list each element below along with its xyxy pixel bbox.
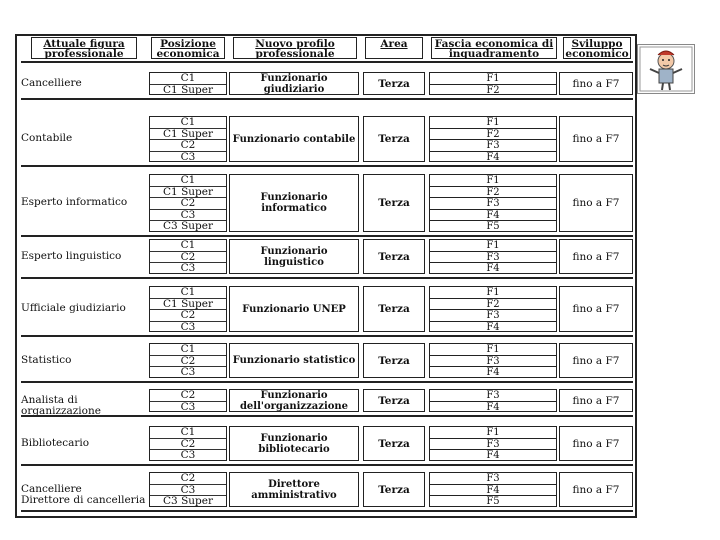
band-level: F2 bbox=[486, 84, 500, 96]
new-profile: Direttore amministrativo bbox=[229, 472, 359, 507]
area-value: Terza bbox=[363, 116, 425, 162]
position-level: C1 bbox=[150, 427, 226, 439]
position-level: C3 bbox=[180, 262, 196, 275]
development-value: fino a F7 bbox=[559, 174, 633, 232]
band-level: F3 bbox=[430, 390, 556, 402]
band-level: F2 bbox=[430, 187, 556, 199]
position-level: C3 bbox=[150, 485, 226, 497]
band-level: F5 bbox=[486, 221, 500, 233]
header-divider bbox=[21, 61, 633, 63]
area-value: Terza bbox=[363, 343, 425, 378]
position-level: C2 bbox=[150, 252, 226, 264]
band-level: F4 bbox=[486, 401, 500, 413]
group-divider bbox=[21, 415, 633, 417]
group-divider bbox=[21, 98, 633, 100]
new-profile: Funzionario bibliotecario bbox=[229, 426, 359, 461]
band-level: F3 bbox=[430, 356, 556, 368]
role-name: Ufficiale giudiziario bbox=[21, 302, 126, 314]
development-value: fino a F7 bbox=[559, 426, 633, 461]
position-level: C1 Super bbox=[150, 299, 226, 311]
position-level: C2 bbox=[150, 140, 226, 152]
position-level: C1 bbox=[150, 73, 226, 85]
group-divider bbox=[21, 235, 633, 237]
new-profile: Funzionario informatico bbox=[229, 174, 359, 232]
band-level: F4 bbox=[486, 450, 500, 462]
position-level: C3 bbox=[180, 449, 196, 462]
development-value: fino a F7 bbox=[559, 72, 633, 95]
position-level: C1 Super bbox=[150, 129, 226, 141]
area-value: Terza bbox=[363, 286, 425, 332]
role-name: Statistico bbox=[21, 353, 72, 366]
band-level: F3 bbox=[430, 198, 556, 210]
role-name: Bibliotecario bbox=[21, 436, 90, 449]
position-levels bbox=[149, 174, 227, 232]
role-name: Cancelliere bbox=[21, 76, 82, 89]
position-level: C1 Super bbox=[150, 187, 226, 199]
band-level: F2 bbox=[430, 129, 556, 141]
band-levels bbox=[429, 174, 557, 232]
position-level: C2 bbox=[150, 439, 226, 451]
role-name: Analista di organizzazione bbox=[21, 393, 101, 417]
position-level: C1 bbox=[150, 344, 226, 356]
group-divider bbox=[21, 464, 633, 466]
group-divider bbox=[21, 165, 633, 167]
new-profile: Funzionario statistico bbox=[229, 343, 359, 378]
group-divider bbox=[21, 335, 633, 337]
header-band: Fascia economica di inquadramento bbox=[431, 37, 557, 59]
band-levels bbox=[429, 426, 557, 461]
band-level: F4 bbox=[486, 321, 500, 333]
position-levels bbox=[149, 426, 227, 461]
role-name: Esperto linguistico bbox=[21, 249, 122, 262]
header-position: Posizione economica bbox=[151, 37, 225, 59]
position-level: C2 bbox=[150, 356, 226, 368]
new-profile: Funzionario dell'organizzazione bbox=[229, 389, 359, 412]
new-profile: Funzionario giudiziario bbox=[229, 72, 359, 95]
position-level: C1 Super bbox=[163, 83, 213, 96]
position-level: C2 bbox=[150, 473, 226, 485]
header-role: Attuale figura professionale bbox=[31, 37, 137, 59]
area-value: Terza bbox=[363, 174, 425, 232]
band-level: F4 bbox=[486, 367, 500, 379]
position-level: C2 bbox=[150, 390, 226, 402]
header-development: Sviluppo economico bbox=[563, 37, 631, 59]
development-value: fino a F7 bbox=[559, 239, 633, 274]
band-level: F1 bbox=[430, 240, 556, 252]
position-level: C3 bbox=[150, 210, 226, 222]
position-levels bbox=[149, 72, 227, 95]
position-level: C3 Super bbox=[163, 220, 213, 233]
development-value: fino a F7 bbox=[559, 472, 633, 507]
position-levels bbox=[149, 239, 227, 274]
new-profile: Funzionario linguistico bbox=[229, 239, 359, 274]
band-level: F1 bbox=[430, 117, 556, 129]
position-level: C1 bbox=[150, 240, 226, 252]
band-levels bbox=[429, 116, 557, 162]
band-level: F3 bbox=[430, 473, 556, 485]
group-divider bbox=[21, 510, 633, 512]
development-value: fino a F7 bbox=[559, 286, 633, 332]
role-name: Contabile bbox=[21, 132, 73, 144]
band-level: F1 bbox=[430, 175, 556, 187]
area-value: Terza bbox=[363, 472, 425, 507]
position-level: C2 bbox=[150, 310, 226, 322]
position-level: C1 bbox=[150, 287, 226, 299]
band-level: F1 bbox=[430, 427, 556, 439]
area-value: Terza bbox=[363, 72, 425, 95]
band-level: F5 bbox=[486, 496, 500, 508]
position-level: C3 bbox=[180, 366, 196, 379]
position-level: C1 bbox=[150, 117, 226, 129]
band-level: F1 bbox=[430, 344, 556, 356]
header-profile: Nuovo profilo professionale bbox=[233, 37, 357, 59]
new-profile: Funzionario contabile bbox=[229, 116, 359, 162]
band-level: F4 bbox=[430, 210, 556, 222]
mascot-illustration bbox=[637, 44, 695, 94]
band-levels bbox=[429, 389, 557, 412]
band-level: F3 bbox=[430, 140, 556, 152]
position-levels bbox=[149, 343, 227, 378]
band-level: F4 bbox=[486, 151, 500, 163]
band-level: F3 bbox=[430, 439, 556, 451]
area-value: Terza bbox=[363, 239, 425, 274]
role-name: Cancelliere Direttore di cancelleria bbox=[21, 482, 146, 506]
band-level: F3 bbox=[430, 310, 556, 322]
band-levels bbox=[429, 472, 557, 507]
development-value: fino a F7 bbox=[559, 343, 633, 378]
band-level: F4 bbox=[486, 263, 500, 275]
position-levels bbox=[149, 116, 227, 162]
position-level: C3 Super bbox=[163, 495, 213, 508]
band-level: F3 bbox=[430, 252, 556, 264]
position-level: C1 bbox=[150, 175, 226, 187]
position-level: C3 bbox=[180, 150, 196, 163]
document-page bbox=[15, 34, 637, 518]
position-levels bbox=[149, 472, 227, 507]
group-divider bbox=[21, 277, 633, 279]
development-value: fino a F7 bbox=[559, 389, 633, 412]
band-levels bbox=[429, 343, 557, 378]
group-divider bbox=[21, 381, 633, 383]
band-level: F2 bbox=[430, 299, 556, 311]
band-levels bbox=[429, 286, 557, 332]
position-level: C3 bbox=[180, 400, 196, 413]
band-level: F1 bbox=[430, 73, 556, 85]
header-area: Area bbox=[365, 37, 423, 59]
role-name: Esperto informatico bbox=[21, 196, 128, 208]
band-levels bbox=[429, 239, 557, 274]
position-level: C3 bbox=[180, 320, 196, 333]
position-levels bbox=[149, 389, 227, 412]
area-value: Terza bbox=[363, 389, 425, 412]
new-profile: Funzionario UNEP bbox=[229, 286, 359, 332]
band-level: F1 bbox=[430, 287, 556, 299]
position-level: C2 bbox=[150, 198, 226, 210]
band-levels bbox=[429, 72, 557, 95]
band-level: F4 bbox=[430, 485, 556, 497]
position-levels bbox=[149, 286, 227, 332]
development-value: fino a F7 bbox=[559, 116, 633, 162]
area-value: Terza bbox=[363, 426, 425, 461]
